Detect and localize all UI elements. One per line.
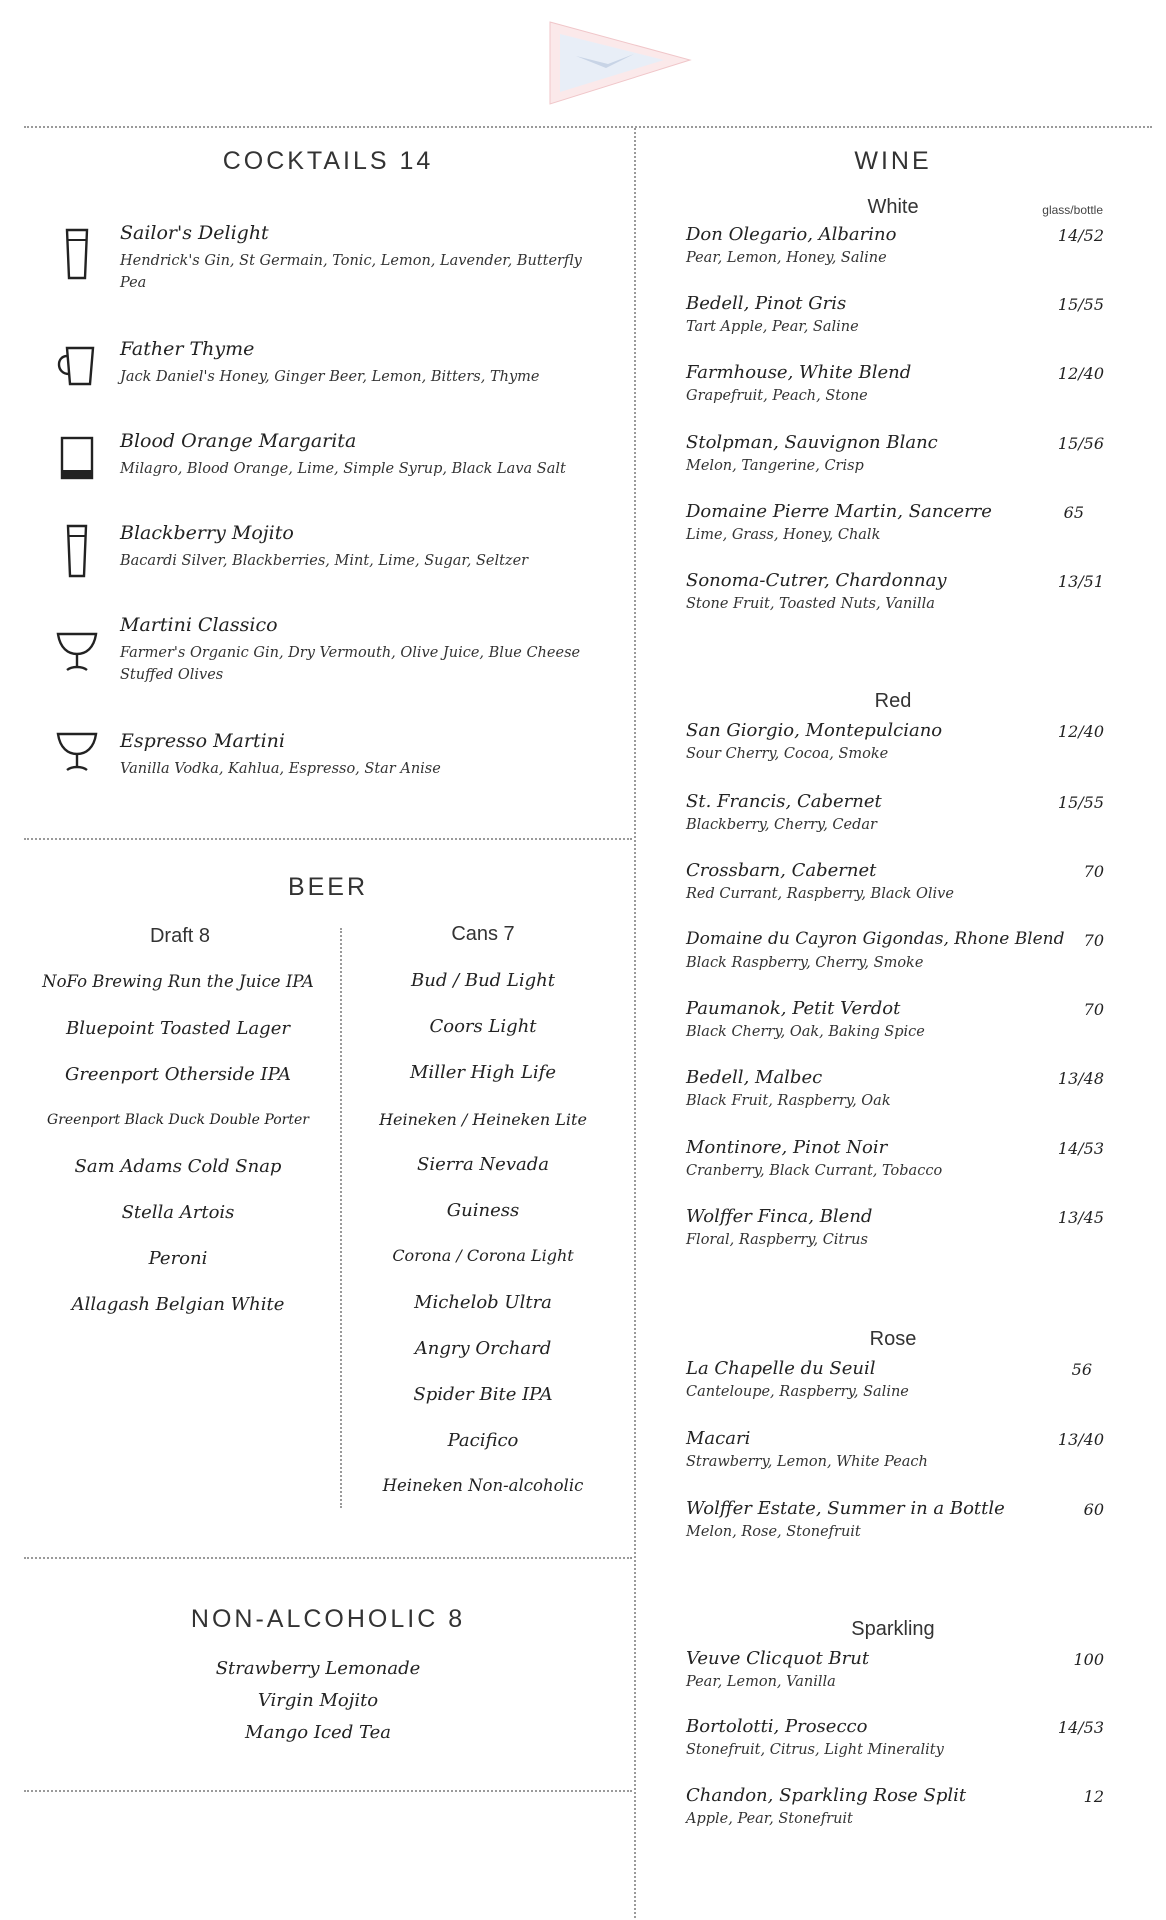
wine-name: Don Olegario, Albarino	[686, 224, 897, 245]
wine-notes: Grapefruit, Peach, Stone	[686, 388, 868, 404]
wine-notes: Floral, Raspberry, Citrus	[686, 1232, 868, 1248]
cocktail-name: Sailor's Delight	[120, 222, 269, 244]
cocktail-item	[52, 730, 612, 810]
cocktail-name: Martini Classico	[120, 614, 278, 636]
wine-name: Crossbarn, Cabernet	[686, 860, 877, 881]
wine-item	[686, 1785, 1104, 1835]
draft-beer-item: Sam Adams Cold Snap	[74, 1156, 282, 1177]
wine-notes: Blackberry, Cherry, Cedar	[686, 817, 877, 833]
wine-notes: Black Raspberry, Cherry, Smoke	[686, 955, 924, 971]
canned-beer-item: Heineken / Heineken Lite	[379, 1110, 587, 1129]
wine-notes: Tart Apple, Pear, Saline	[686, 319, 859, 335]
canned-beer-item: Angry Orchard	[414, 1338, 552, 1359]
cocktails-title: COCKTAILS 14	[222, 147, 434, 175]
nonalc-bottom-divider	[24, 1790, 632, 1792]
cocktails-beer-divider	[24, 838, 632, 840]
beer-column-divider	[340, 928, 342, 1508]
wine-notes: Melon, Rose, Stonefruit	[686, 1524, 861, 1540]
cocktail-description: Jack Daniel's Honey, Ginger Beer, Lemon, Bitters, Thyme	[120, 369, 540, 385]
wine-notes: Black Cherry, Oak, Baking Spice	[686, 1024, 925, 1040]
wine-price: 15/56	[1057, 434, 1104, 453]
wine-notes: Cranberry, Black Currant, Tobacco	[686, 1163, 943, 1179]
wine-name: Farmhouse, White Blend	[686, 362, 912, 383]
wine-item	[686, 929, 1104, 979]
cans-title: Cans 7	[451, 923, 515, 945]
burgee-logo	[546, 20, 692, 106]
canned-beer-item: Miller High Life	[410, 1062, 556, 1083]
canned-beer-item: Guiness	[446, 1200, 520, 1221]
wine-item	[686, 791, 1104, 841]
wine-price: 65	[1063, 503, 1084, 522]
wine-price: 70	[1083, 931, 1104, 950]
wine-item	[686, 720, 1104, 770]
wine-notes: Strawberry, Lemon, White Peach	[686, 1454, 928, 1470]
cocktail-item	[52, 338, 612, 418]
wine-notes: Pear, Lemon, Honey, Saline	[686, 250, 887, 266]
wine-name: St. Francis, Cabernet	[686, 791, 882, 812]
non-alcoholic-item: Mango Iced Tea	[245, 1722, 391, 1743]
beer-nonalc-divider	[24, 1557, 632, 1559]
wine-name: Bedell, Malbec	[686, 1067, 823, 1088]
wine-name: Domaine du Cayron Gigondas, Rhone Blend	[686, 929, 1065, 949]
wine-item	[686, 998, 1104, 1048]
wine-price: 13/40	[1057, 1430, 1104, 1449]
wine-name: Stolpman, Sauvignon Blanc	[686, 432, 938, 453]
cocktail-description: Farmer's Organic Gin, Dry Vermouth, Olive Juice, Blue Cheese Stuffed Olives	[120, 645, 581, 683]
wine-notes: Stonefruit, Citrus, Light Minerality	[686, 1742, 944, 1758]
wine-item	[686, 1428, 1104, 1478]
non-alcoholic-title: NON-ALCOHOLIC 8	[190, 1605, 466, 1633]
sparkling-wine-title: Sparkling	[851, 1618, 935, 1640]
wine-item	[686, 1206, 1104, 1256]
wine-price: 15/55	[1057, 295, 1104, 314]
wine-name: Wolffer Finca, Blend	[686, 1206, 873, 1227]
canned-beer-item: Bud / Bud Light	[411, 970, 555, 991]
wine-item	[686, 432, 1104, 482]
non-alcoholic-item: Strawberry Lemonade	[215, 1658, 421, 1679]
wine-notes: Red Currant, Raspberry, Black Olive	[686, 886, 954, 902]
wine-name: Montinore, Pinot Noir	[686, 1137, 888, 1158]
wine-item	[686, 1716, 1104, 1766]
wine-price: 70	[1083, 862, 1104, 881]
wine-price: 56	[1071, 1360, 1092, 1379]
wine-name: Wolffer Estate, Summer in a Bottle	[686, 1498, 1005, 1519]
wine-item	[686, 224, 1104, 274]
wine-price: 70	[1083, 1000, 1104, 1019]
draft-title: Draft 8	[149, 925, 211, 947]
cocktail-name: Blackberry Mojito	[120, 522, 294, 544]
mule-mug-icon	[52, 338, 102, 400]
wine-price: 14/53	[1057, 1139, 1104, 1158]
wine-notes: Apple, Pear, Stonefruit	[686, 1811, 853, 1827]
wine-name: Domaine Pierre Martin, Sancerre	[686, 501, 992, 522]
canned-beer-item: Heineken Non-alcoholic	[382, 1476, 584, 1495]
red-wine-title: Red	[874, 690, 912, 712]
wine-name: Bedell, Pinot Gris	[686, 293, 847, 314]
martini-glass-icon	[52, 730, 102, 792]
wine-notes: Sour Cherry, Cocoa, Smoke	[686, 746, 889, 762]
wine-notes: Black Fruit, Raspberry, Oak	[686, 1093, 891, 1109]
wine-name: La Chapelle du Seuil	[686, 1358, 876, 1379]
wine-notes: Pear, Lemon, Vanilla	[686, 1674, 836, 1690]
wine-item	[686, 1498, 1104, 1548]
wine-notes: Melon, Tangerine, Crisp	[686, 458, 864, 474]
cocktail-description: Bacardi Silver, Blackberries, Mint, Lime, Sugar, Seltzer	[120, 553, 529, 569]
cocktail-item	[52, 222, 612, 302]
draft-beer-item: Stella Artois	[121, 1202, 235, 1223]
wine-notes: Lime, Grass, Honey, Chalk	[686, 527, 881, 543]
draft-beer-item: Greenport Black Duck Double Porter	[47, 1112, 309, 1128]
wine-item	[686, 501, 1104, 551]
cocktail-description: Vanilla Vodka, Kahlua, Espresso, Star Anise	[120, 761, 441, 777]
cocktail-item	[52, 430, 612, 510]
collins-glass-icon	[52, 522, 102, 584]
cocktail-description: Hendrick's Gin, St Germain, Tonic, Lemon, Lavender, Butterfly Pea	[120, 253, 582, 291]
wine-price: 12	[1083, 1787, 1104, 1806]
rose-wine-title: Rose	[869, 1328, 917, 1350]
martini-glass-icon	[52, 614, 102, 676]
cocktail-name: Espresso Martini	[120, 730, 285, 752]
wine-name: Paumanok, Petit Verdot	[686, 998, 901, 1019]
top-divider	[24, 126, 1152, 128]
wine-price: 12/40	[1057, 722, 1104, 741]
wine-name: Bortolotti, Prosecco	[686, 1716, 868, 1737]
wine-price: 13/48	[1057, 1069, 1104, 1088]
draft-beer-item: Allagash Belgian White	[71, 1294, 285, 1315]
cocktail-item	[52, 522, 612, 602]
wine-item	[686, 1358, 1104, 1408]
wine-name: Macari	[686, 1428, 751, 1449]
draft-beer-item: Greenport Otherside IPA	[64, 1064, 292, 1085]
cocktail-name: Blood Orange Margarita	[120, 430, 357, 452]
wine-item	[686, 570, 1104, 620]
non-alcoholic-item: Virgin Mojito	[257, 1690, 379, 1711]
wine-item	[686, 1648, 1104, 1698]
draft-beer-item: Peroni	[148, 1248, 208, 1269]
wine-name: Chandon, Sparkling Rose Split	[686, 1785, 967, 1806]
wine-price: 60	[1083, 1500, 1104, 1519]
cocktail-name: Father Thyme	[120, 338, 255, 360]
wine-price: 13/51	[1057, 572, 1104, 591]
wine-price: 14/52	[1057, 226, 1104, 245]
wine-price: 14/53	[1057, 1718, 1104, 1737]
draft-beer-item: Bluepoint Toasted Lager	[66, 1018, 290, 1039]
wine-name: Veuve Clicquot Brut	[686, 1648, 870, 1669]
draft-beer-item: NoFo Brewing Run the Juice IPA	[42, 972, 314, 991]
canned-beer-item: Corona / Corona Light	[392, 1246, 574, 1265]
canned-beer-item: Spider Bite IPA	[413, 1384, 553, 1405]
wine-price: 100	[1073, 1650, 1104, 1669]
center-divider	[634, 128, 636, 1918]
wine-price: 13/45	[1057, 1208, 1104, 1227]
rocks-glass-icon	[52, 430, 102, 492]
wine-price: 15/55	[1057, 793, 1104, 812]
canned-beer-item: Pacifico	[447, 1430, 519, 1451]
wine-item	[686, 860, 1104, 910]
white-wine-title: White	[867, 196, 919, 218]
wine-notes: Canteloupe, Raspberry, Saline	[686, 1384, 909, 1400]
cocktail-item	[52, 614, 612, 694]
wine-item	[686, 293, 1104, 343]
canned-beer-item: Coors Light	[429, 1016, 537, 1037]
beer-title: BEER	[287, 873, 369, 901]
wine-price: 12/40	[1057, 364, 1104, 383]
wine-notes: Stone Fruit, Toasted Nuts, Vanilla	[686, 596, 935, 612]
glass-bottle-label: glass/bottle	[1042, 203, 1103, 217]
wine-title: WINE	[854, 147, 932, 175]
wine-name: Sonoma-Cutrer, Chardonnay	[686, 570, 947, 591]
highball-glass-icon	[52, 222, 102, 284]
cocktail-description: Milagro, Blood Orange, Lime, Simple Syrup, Black Lava Salt	[120, 461, 566, 477]
canned-beer-item: Michelob Ultra	[414, 1292, 552, 1313]
wine-item	[686, 1137, 1104, 1187]
canned-beer-item: Sierra Nevada	[417, 1154, 549, 1175]
wine-name: San Giorgio, Montepulciano	[686, 720, 943, 741]
wine-item	[686, 362, 1104, 412]
wine-item	[686, 1067, 1104, 1117]
